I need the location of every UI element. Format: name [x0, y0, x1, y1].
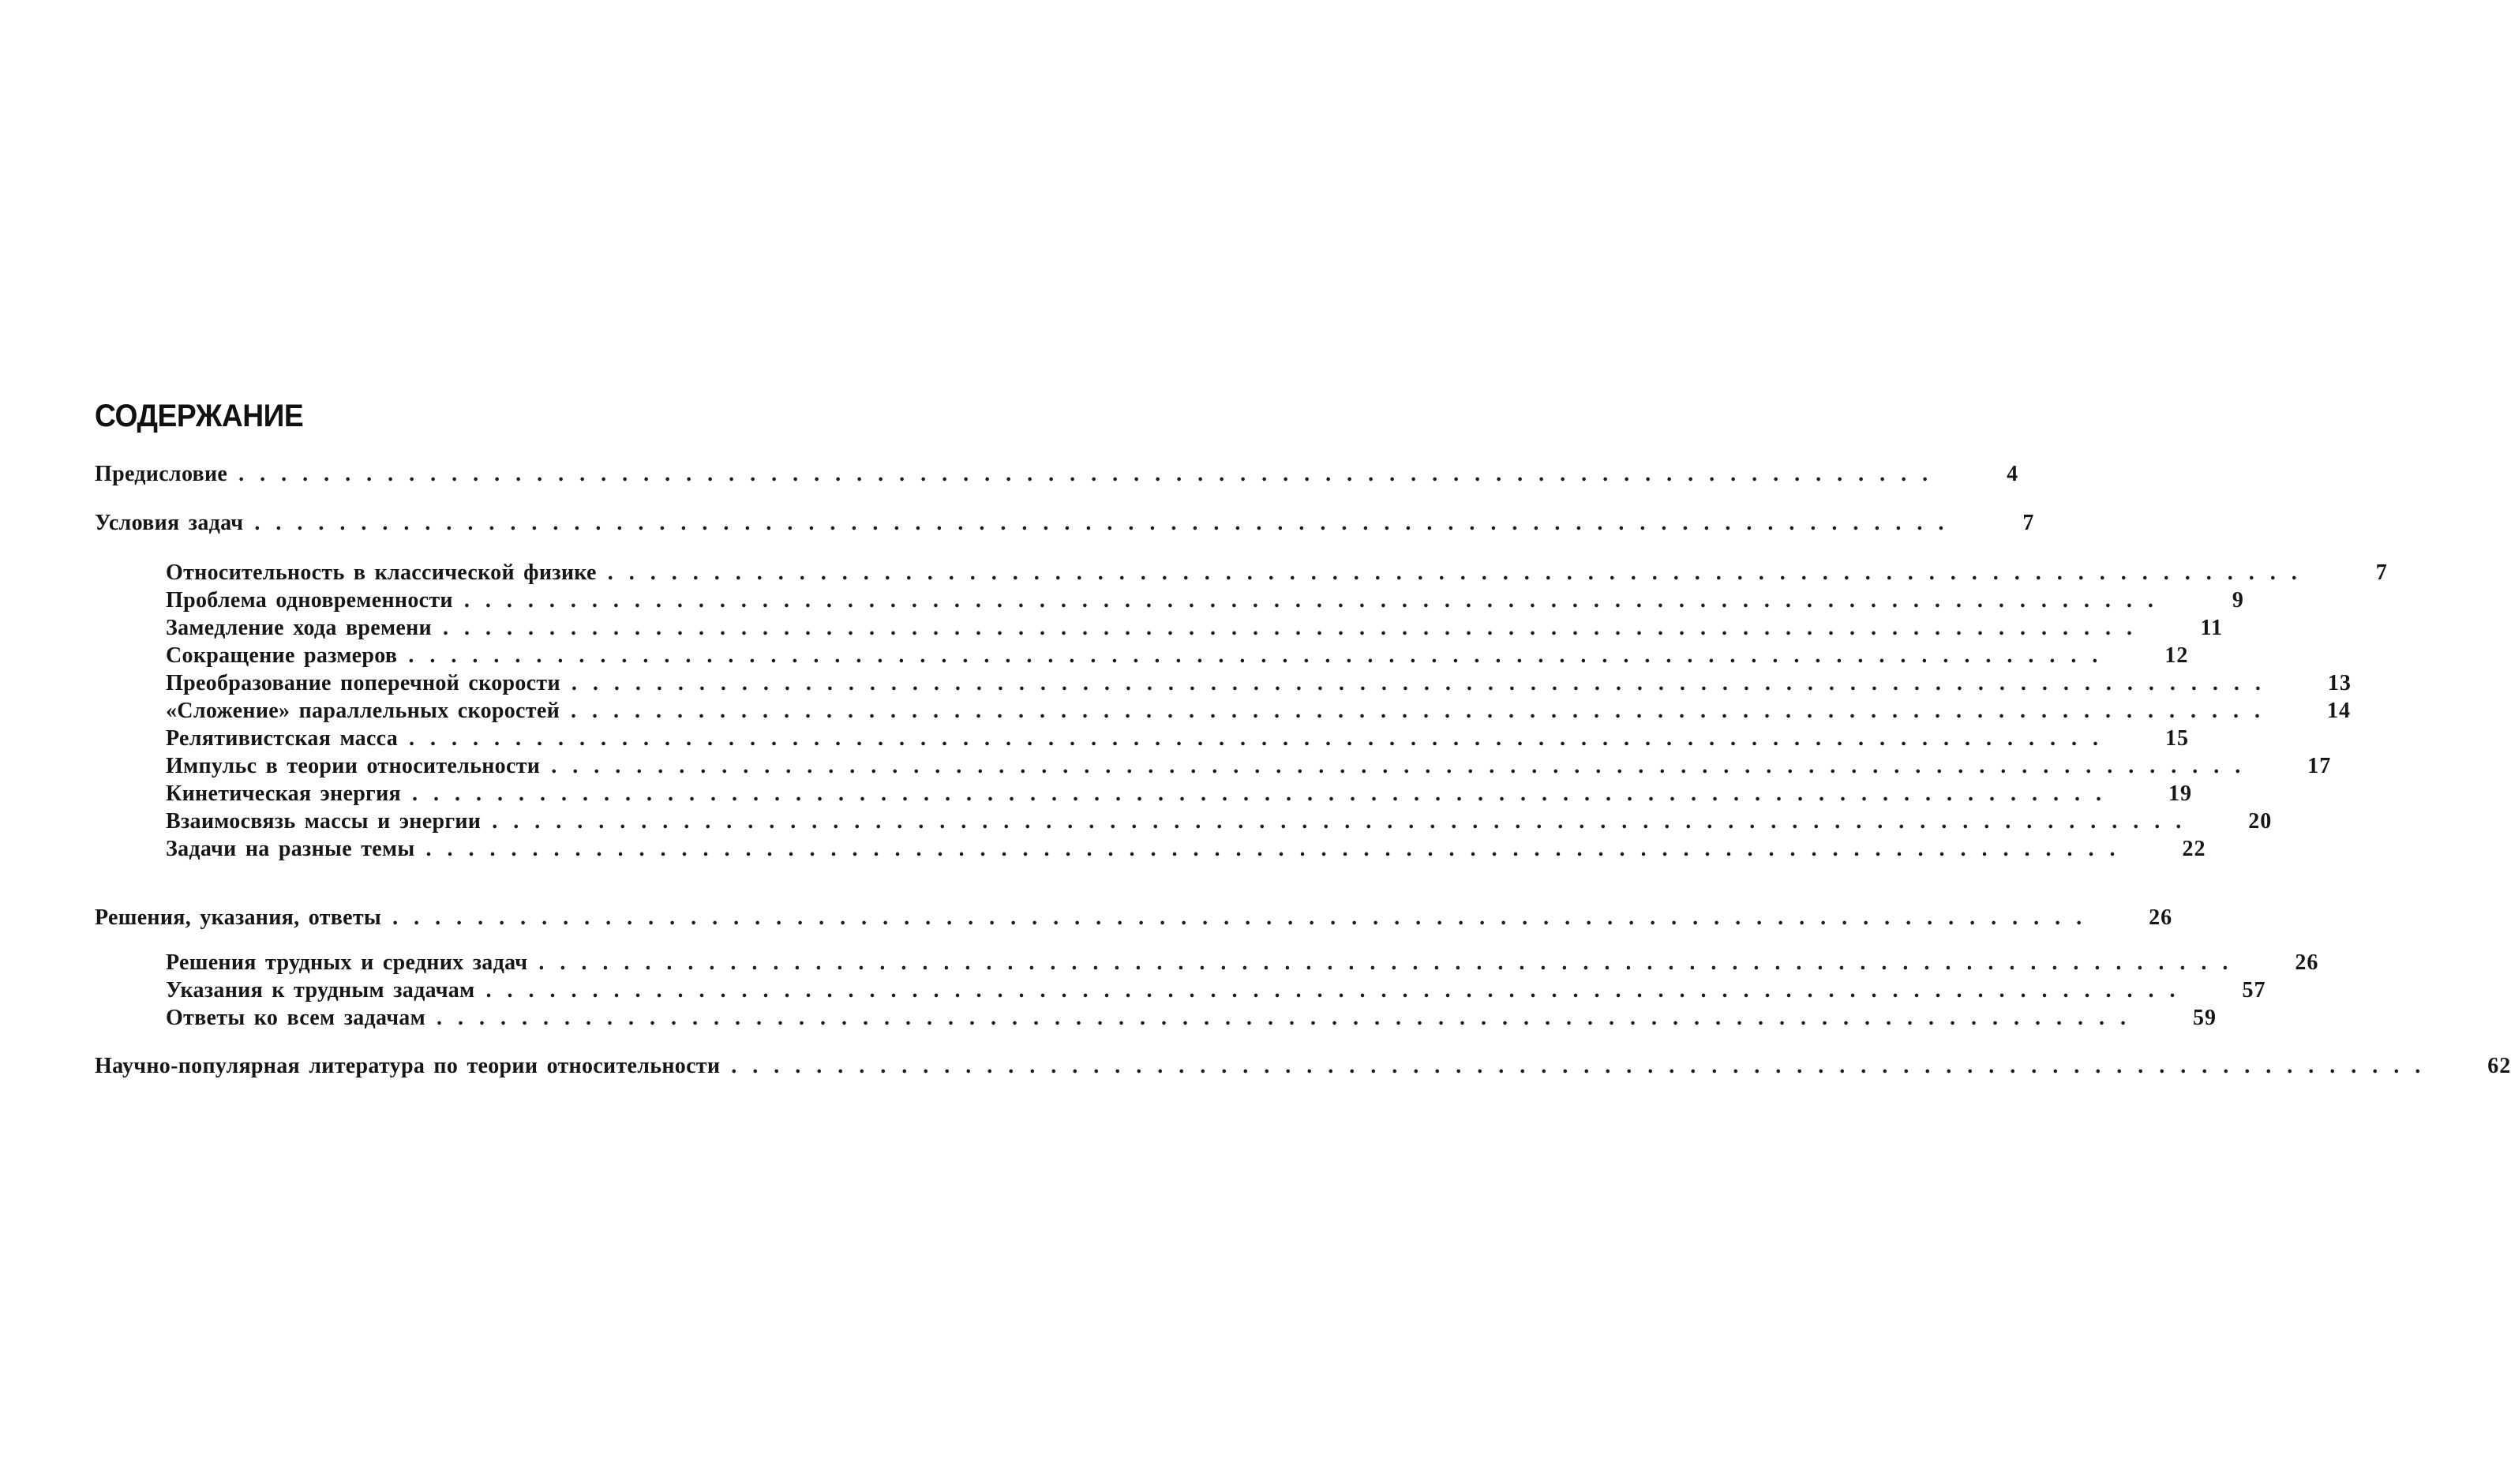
- toc-entry-page-number: 7: [2375, 560, 2388, 585]
- toc-row: [166, 669, 2352, 697]
- toc-entry-title: Релятивистская масса: [166, 726, 399, 751]
- toc-row: [166, 559, 2388, 586]
- dot-leader: ................................................................................: [425, 837, 2131, 861]
- toc-entry-page-number: 13: [2327, 671, 2352, 695]
- toc-row: [166, 808, 2273, 835]
- toc-row: [166, 835, 2206, 863]
- toc-section: [95, 1052, 2511, 1080]
- toc-section: [95, 509, 2388, 863]
- toc-row: [166, 976, 2266, 1004]
- dot-leader: ................................................................................: [571, 699, 2276, 723]
- toc-row: [166, 642, 2189, 669]
- table-of-contents: [95, 399, 2511, 1080]
- toc-entry-page-number: 26: [2149, 905, 2173, 930]
- toc-row: [166, 780, 2192, 808]
- toc-entry-title: Ответы ко всем задачам: [166, 1006, 425, 1030]
- toc-entry-title: Импульс в теории относительности: [166, 754, 541, 778]
- toc-entry-page-number: 14: [2327, 699, 2351, 723]
- toc-entry-page-number: 11: [2200, 616, 2223, 640]
- dot-leader: ................................................................................: [436, 1006, 2142, 1030]
- toc-entry-title: Относительность в классической физике: [166, 560, 597, 585]
- toc-entry-title: Решения трудных и средних задач: [166, 950, 528, 975]
- toc-entry-title: Задачи на разные темы: [166, 837, 415, 861]
- dot-leader: ................................................................................: [571, 671, 2277, 695]
- dot-leader: ................................................................................: [238, 462, 1944, 486]
- dot-leader: ................................................................................: [538, 950, 2244, 975]
- toc-entry-title: Преобразование поперечной скорости: [166, 671, 560, 695]
- dot-leader: ................................................................................: [492, 809, 2198, 834]
- toc-subsection-list: [166, 949, 2319, 1032]
- toc-section: [95, 904, 2319, 1032]
- toc-row: [166, 725, 2190, 752]
- toc-sections: [95, 460, 2511, 1080]
- toc-entry-title: «Сложение» параллельных скоростей: [166, 699, 560, 723]
- toc-entry-title: Указания к трудным задачам: [166, 978, 475, 1002]
- toc-entry-page-number: 19: [2168, 781, 2192, 806]
- dot-leader: ................................................................................: [442, 616, 2148, 640]
- dot-leader: ................................................................................: [254, 511, 1960, 535]
- toc-entry-page-number: 59: [2192, 1006, 2217, 1030]
- toc-entry-title: Условия задач: [95, 511, 244, 535]
- toc-entry-title: Предисловие: [95, 462, 228, 486]
- toc-row: [95, 1052, 2511, 1080]
- toc-row: [166, 614, 2223, 642]
- toc-row: [95, 460, 2019, 488]
- toc-entry-page-number: 17: [2307, 754, 2332, 778]
- toc-row: [166, 949, 2319, 976]
- toc-entry-page-number: 4: [2007, 462, 2019, 486]
- dot-leader: ................................................................................: [731, 1054, 2437, 1078]
- toc-entry-title: Проблема одновременности: [166, 588, 453, 613]
- toc-heading: СОДЕРЖАНИЕ: [95, 399, 304, 433]
- dot-leader: ................................................................................: [408, 643, 2114, 668]
- toc-entry-page-number: 26: [2295, 950, 2319, 975]
- toc-entry-page-number: 62: [2487, 1054, 2511, 1078]
- toc-row: [166, 1004, 2217, 1032]
- dot-leader: ................................................................................: [485, 978, 2191, 1002]
- toc-entry-page-number: 57: [2242, 978, 2266, 1002]
- toc-entry-title: Замедление хода времени: [166, 616, 432, 640]
- toc-row: [166, 697, 2351, 725]
- toc-row: [166, 586, 2244, 614]
- toc-row: [166, 752, 2332, 780]
- toc-entry-page-number: 9: [2232, 588, 2244, 613]
- toc-entry-title: Кинетическая энергия: [166, 781, 401, 806]
- toc-entry-title: Решения, указания, ответы: [95, 905, 382, 930]
- toc-entry-page-number: 7: [2022, 511, 2035, 535]
- toc-subsection-list: [166, 559, 2388, 863]
- toc-entry-page-number: 15: [2165, 726, 2190, 751]
- toc-row: [95, 509, 2035, 537]
- toc-row: [95, 904, 2173, 931]
- toc-entry-page-number: 22: [2182, 837, 2206, 861]
- dot-leader: ................................................................................: [463, 588, 2169, 613]
- dot-leader: ................................................................................: [392, 905, 2098, 930]
- toc-entry-title: Научно-популярная литература по теории относительности: [95, 1054, 721, 1078]
- toc-entry-page-number: 12: [2164, 643, 2189, 668]
- toc-entry-title: Сокращение размеров: [166, 643, 398, 668]
- dot-leader: ................................................................................: [607, 560, 2313, 585]
- toc-section: [95, 460, 2019, 488]
- dot-leader: ................................................................................: [551, 754, 2257, 778]
- toc-entry-title: Взаимосвязь массы и энергии: [166, 809, 482, 834]
- dot-leader: ................................................................................: [411, 781, 2117, 806]
- toc-entry-page-number: 20: [2248, 809, 2273, 834]
- dot-leader: ................................................................................: [409, 726, 2115, 751]
